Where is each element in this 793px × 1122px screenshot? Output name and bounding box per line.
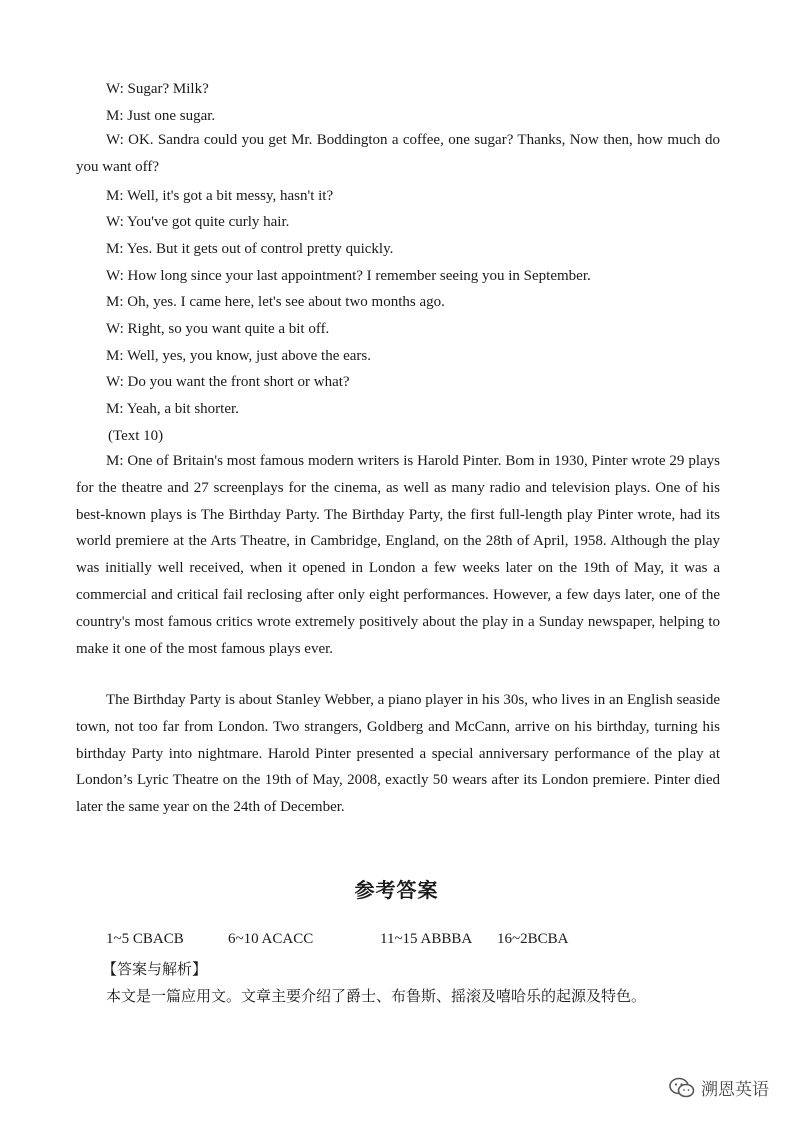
- dialogue-line: M: Yeah, a bit shorter.: [106, 401, 239, 417]
- dialogue-line: W: Right, so you want quite a bit off.: [106, 321, 330, 337]
- dialogue-line: W: How long since your last appointment? I remember seeing you in September.: [106, 268, 591, 284]
- text-label: (Text 10): [108, 428, 164, 444]
- paragraph-birthday-party: The Birthday Party is about Stanley Webber, a piano player in his 30s, who lives in an English seaside town, not too far from London. Two strangers, Goldberg and McCann, arrive on his birthday, turning his birthday Party into nightmare. Harold Pinter presented a special anniversary performance of the play at London’s Lyric Theatre on the 19th of May, 2008, exactly 50 wears after its London premiere. Pinter died later the same year on the 24th of December.: [76, 692, 720, 816]
- watermark-text: 溯恩英语: [701, 1080, 769, 1100]
- watermark: [669, 1075, 769, 1100]
- analysis-text: 本文是一篇应用文。文章主要介绍了爵士、布鲁斯、摇滚及嘻哈乐的起源及特色。: [106, 987, 647, 1005]
- dialogue-line: M: Oh, yes. I came here, let's see about two months ago.: [106, 294, 445, 310]
- answer-title: 参考答案: [354, 878, 439, 902]
- dialogue-line: W: OK. Sandra could you get Mr. Boddington a coffee, one sugar? Thanks, Now then, how much do you want off?: [76, 132, 720, 175]
- answer-group: 1~5 CBACB: [106, 931, 184, 947]
- dialogue-line: M: Yes. But it gets out of control pretty quickly.: [106, 241, 394, 257]
- wechat-icon: [669, 1077, 695, 1099]
- dialogue-line: M: Well, it's got a bit messy, hasn't it?: [106, 188, 334, 204]
- analysis-label: 【答案与解析】: [102, 960, 208, 978]
- answer-group: 6~10 ACACC: [228, 931, 314, 947]
- dialogue-line: W: Sugar? Milk?: [106, 81, 209, 97]
- dialogue-line: W: You've got quite curly hair.: [106, 214, 290, 230]
- answer-group: 11~15 ABBBA: [380, 931, 473, 947]
- dialogue-line: W: Do you want the front short or what?: [106, 374, 350, 390]
- dialogue-line: M: Just one sugar.: [106, 108, 216, 124]
- answer-group: 16~2BCBA: [497, 931, 569, 947]
- paragraph-pinter-bio: M: One of Britain's most famous modern writers is Harold Pinter. Bom in 1930, Pinter wrote 29 plays for the theatre and 27 screenplays for the cinema, as well as many radio and television plays. One of his best-known plays is The Birthday Party. The Birthday Party, the first full-length play Pinter wrote, had its world premiere at the Arts Theatre, in Cambridge, England, on the 28th of April, 1958. Although the play was initially well received, when it opened in London a few weeks later on the 19th of May, it was a commercial and critical fail reclosing after only eight performances. However, a few days later, one of the country's most famous critics wrote extremely positively about the play in a Sunday newspaper, helping to make it one of the most famous plays ever.: [76, 453, 720, 657]
- dialogue-line: M: Well, yes, you know, just above the ears.: [106, 348, 371, 364]
